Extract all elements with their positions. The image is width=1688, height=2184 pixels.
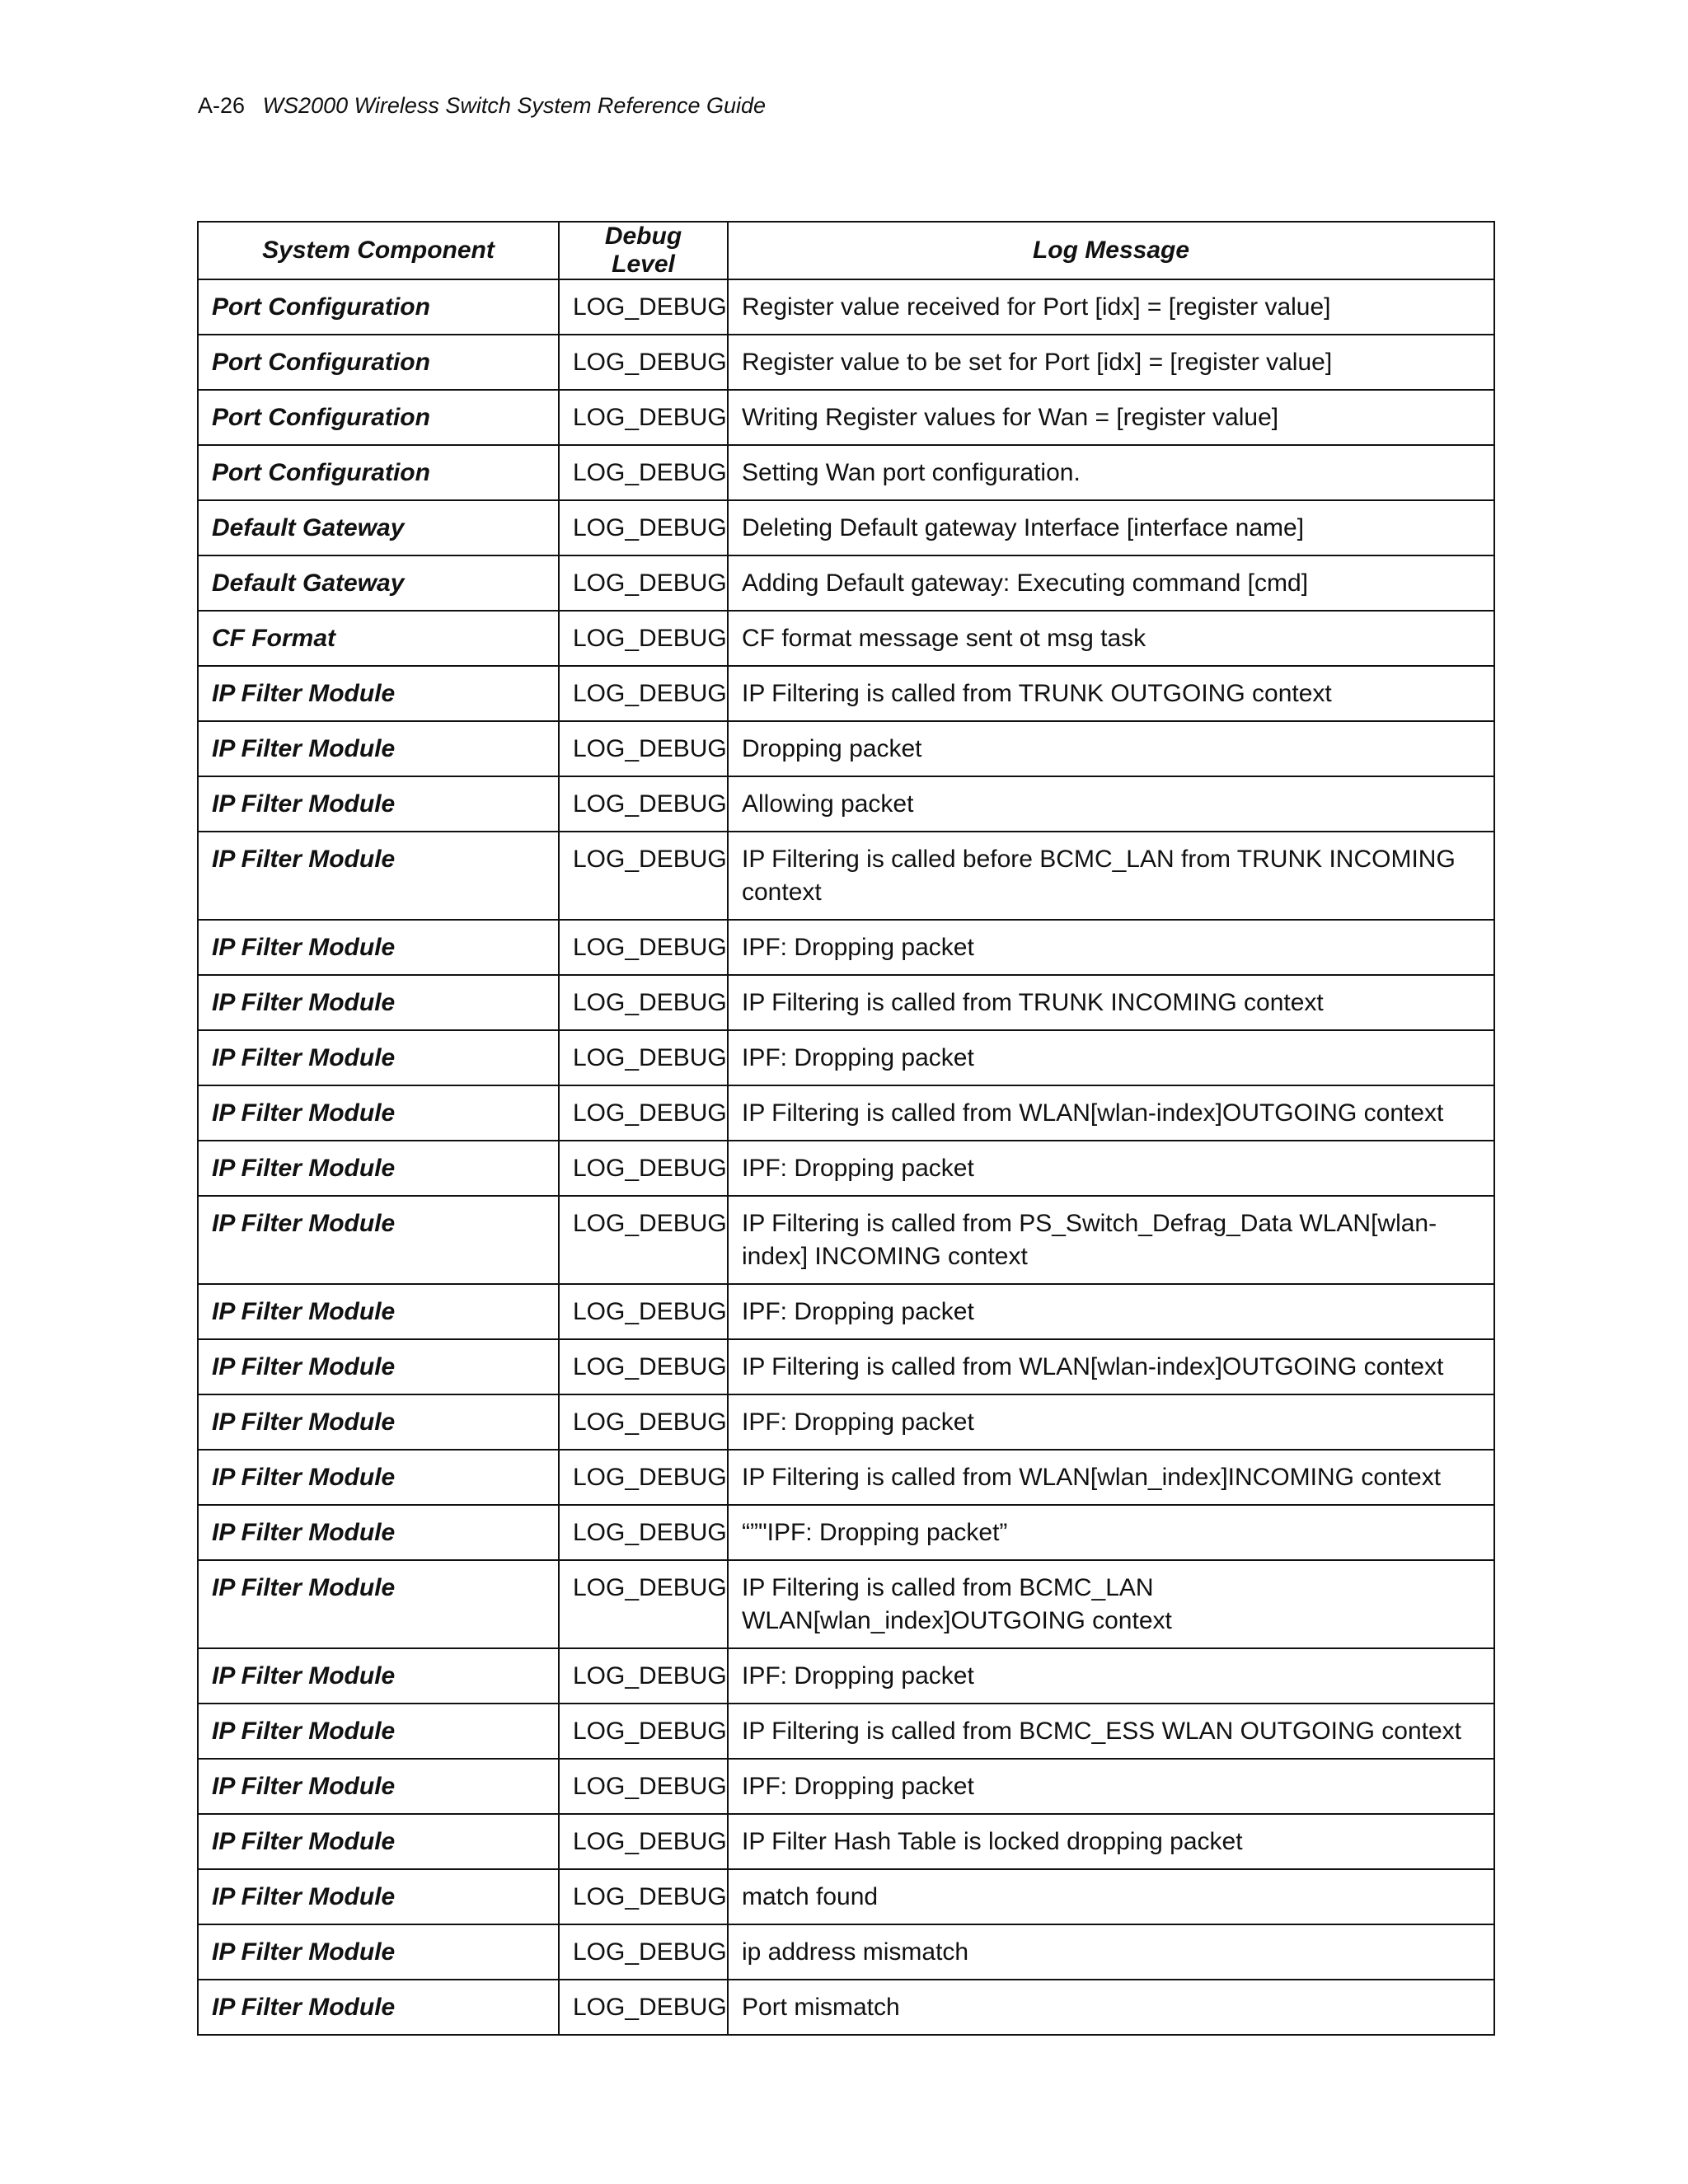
log-message-cell: Register value received for Port [idx] = [register value] bbox=[728, 279, 1494, 335]
system-component-cell: Port Configuration bbox=[198, 445, 559, 500]
table-row bbox=[198, 1450, 1494, 1505]
system-component-cell: IP Filter Module bbox=[198, 1030, 559, 1085]
system-component-cell: IP Filter Module bbox=[198, 1560, 559, 1648]
log-message-table bbox=[197, 221, 1495, 2036]
system-component-cell: IP Filter Module bbox=[198, 1284, 559, 1339]
debug-level-cell: LOG_DEBUG bbox=[559, 1505, 728, 1560]
system-component-cell: IP Filter Module bbox=[198, 1339, 559, 1394]
system-component-cell: IP Filter Module bbox=[198, 776, 559, 832]
table-row bbox=[198, 1030, 1494, 1085]
table-row bbox=[198, 555, 1494, 611]
table-row bbox=[198, 1814, 1494, 1869]
debug-level-cell: LOG_DEBUG bbox=[559, 920, 728, 975]
log-message-cell: “”"IPF: Dropping packet” bbox=[728, 1505, 1494, 1560]
log-message-cell: IPF: Dropping packet bbox=[728, 1648, 1494, 1704]
log-message-cell: CF format message sent ot msg task bbox=[728, 611, 1494, 666]
table-row bbox=[198, 611, 1494, 666]
log-message-cell: IP Filtering is called from BCMC_LAN WLAN[wlan_index]OUTGOING context bbox=[728, 1560, 1494, 1648]
table-body bbox=[198, 279, 1494, 2035]
log-message-cell: IP Filtering is called before BCMC_LAN from TRUNK INCOMING context bbox=[728, 832, 1494, 920]
debug-level-cell: LOG_DEBUG bbox=[559, 445, 728, 500]
system-component-cell: IP Filter Module bbox=[198, 1814, 559, 1869]
log-message-cell: IP Filtering is called from TRUNK INCOMING context bbox=[728, 975, 1494, 1030]
table-row bbox=[198, 1339, 1494, 1394]
log-message-cell: IP Filtering is called from PS_Switch_Defrag_Data WLAN[wlan-index] INCOMING context bbox=[728, 1196, 1494, 1284]
table-row bbox=[198, 776, 1494, 832]
column-header-debug-level: Debug Level bbox=[559, 222, 728, 279]
debug-level-cell: LOG_DEBUG bbox=[559, 555, 728, 611]
log-message-cell: IPF: Dropping packet bbox=[728, 1284, 1494, 1339]
debug-level-cell: LOG_DEBUG bbox=[559, 1980, 728, 2035]
table-row bbox=[198, 390, 1494, 445]
log-message-cell: IP Filtering is called from WLAN[wlan_index]INCOMING context bbox=[728, 1450, 1494, 1505]
log-message-cell: Writing Register values for Wan = [register value] bbox=[728, 390, 1494, 445]
system-component-cell: Port Configuration bbox=[198, 390, 559, 445]
debug-level-cell: LOG_DEBUG bbox=[559, 335, 728, 390]
log-message-cell: IP Filtering is called from TRUNK OUTGOING context bbox=[728, 666, 1494, 721]
debug-level-cell: LOG_DEBUG bbox=[559, 611, 728, 666]
table-row bbox=[198, 279, 1494, 335]
debug-level-cell: LOG_DEBUG bbox=[559, 1759, 728, 1814]
log-message-cell: ip address mismatch bbox=[728, 1924, 1494, 1980]
system-component-cell: IP Filter Module bbox=[198, 1196, 559, 1284]
debug-level-cell: LOG_DEBUG bbox=[559, 1924, 728, 1980]
system-component-cell: Default Gateway bbox=[198, 555, 559, 611]
log-message-cell: Deleting Default gateway Interface [interface name] bbox=[728, 500, 1494, 555]
table-row bbox=[198, 1704, 1494, 1759]
table-row bbox=[198, 1141, 1494, 1196]
debug-level-cell: LOG_DEBUG bbox=[559, 1196, 728, 1284]
debug-level-cell: LOG_DEBUG bbox=[559, 1648, 728, 1704]
system-component-cell: IP Filter Module bbox=[198, 1704, 559, 1759]
debug-level-cell: LOG_DEBUG bbox=[559, 1814, 728, 1869]
debug-level-cell: LOG_DEBUG bbox=[559, 832, 728, 920]
log-message-cell: IPF: Dropping packet bbox=[728, 1141, 1494, 1196]
system-component-cell: Port Configuration bbox=[198, 335, 559, 390]
system-component-cell: IP Filter Module bbox=[198, 920, 559, 975]
table-row bbox=[198, 1924, 1494, 1980]
system-component-cell: IP Filter Module bbox=[198, 1648, 559, 1704]
system-component-cell: IP Filter Module bbox=[198, 1924, 559, 1980]
table-header-row bbox=[198, 222, 1494, 279]
debug-level-cell: LOG_DEBUG bbox=[559, 776, 728, 832]
log-message-cell: match found bbox=[728, 1869, 1494, 1924]
debug-level-cell: LOG_DEBUG bbox=[559, 1085, 728, 1141]
table-row bbox=[198, 666, 1494, 721]
column-header-log-message: Log Message bbox=[728, 222, 1494, 279]
system-component-cell: IP Filter Module bbox=[198, 1505, 559, 1560]
debug-level-cell: LOG_DEBUG bbox=[559, 1394, 728, 1450]
log-message-cell: IPF: Dropping packet bbox=[728, 1759, 1494, 1814]
table-row bbox=[198, 1284, 1494, 1339]
log-message-cell: Adding Default gateway: Executing command [cmd] bbox=[728, 555, 1494, 611]
table-row bbox=[198, 832, 1494, 920]
system-component-cell: IP Filter Module bbox=[198, 1980, 559, 2035]
table-row bbox=[198, 975, 1494, 1030]
debug-level-cell: LOG_DEBUG bbox=[559, 279, 728, 335]
log-message-cell: Allowing packet bbox=[728, 776, 1494, 832]
system-component-cell: IP Filter Module bbox=[198, 666, 559, 721]
debug-level-cell: LOG_DEBUG bbox=[559, 721, 728, 776]
page-number: A-26 bbox=[198, 93, 246, 118]
log-message-cell: IP Filtering is called from WLAN[wlan-index]OUTGOING context bbox=[728, 1339, 1494, 1394]
debug-level-cell: LOG_DEBUG bbox=[559, 666, 728, 721]
table-row bbox=[198, 1869, 1494, 1924]
log-message-cell: Port mismatch bbox=[728, 1980, 1494, 2035]
log-message-cell: IP Filtering is called from WLAN[wlan-index]OUTGOING context bbox=[728, 1085, 1494, 1141]
log-message-cell: IPF: Dropping packet bbox=[728, 920, 1494, 975]
table-row bbox=[198, 445, 1494, 500]
table-row bbox=[198, 1196, 1494, 1284]
system-component-cell: IP Filter Module bbox=[198, 975, 559, 1030]
table-row bbox=[198, 1560, 1494, 1648]
system-component-cell: IP Filter Module bbox=[198, 1141, 559, 1196]
debug-level-cell: LOG_DEBUG bbox=[559, 500, 728, 555]
debug-level-cell: LOG_DEBUG bbox=[559, 1339, 728, 1394]
system-component-cell: IP Filter Module bbox=[198, 1085, 559, 1141]
table-row bbox=[198, 500, 1494, 555]
log-message-cell: Register value to be set for Port [idx] = [register value] bbox=[728, 335, 1494, 390]
table-row bbox=[198, 1759, 1494, 1814]
debug-level-cell: LOG_DEBUG bbox=[559, 1450, 728, 1505]
system-component-cell: CF Format bbox=[198, 611, 559, 666]
debug-level-cell: LOG_DEBUG bbox=[559, 1560, 728, 1648]
system-component-cell: Default Gateway bbox=[198, 500, 559, 555]
debug-level-cell: LOG_DEBUG bbox=[559, 1030, 728, 1085]
page-header bbox=[198, 89, 766, 122]
debug-level-cell: LOG_DEBUG bbox=[559, 1869, 728, 1924]
table-row bbox=[198, 920, 1494, 975]
system-component-cell: Port Configuration bbox=[198, 279, 559, 335]
system-component-cell: IP Filter Module bbox=[198, 1759, 559, 1814]
log-message-cell: IPF: Dropping packet bbox=[728, 1030, 1494, 1085]
debug-level-cell: LOG_DEBUG bbox=[559, 975, 728, 1030]
log-message-cell: IP Filtering is called from BCMC_ESS WLAN OUTGOING context bbox=[728, 1704, 1494, 1759]
column-header-system-component: System Component bbox=[198, 222, 559, 279]
log-message-cell: IPF: Dropping packet bbox=[728, 1394, 1494, 1450]
system-component-cell: IP Filter Module bbox=[198, 1450, 559, 1505]
system-component-cell: IP Filter Module bbox=[198, 832, 559, 920]
log-message-cell: IP Filter Hash Table is locked dropping packet bbox=[728, 1814, 1494, 1869]
debug-level-cell: LOG_DEBUG bbox=[559, 1704, 728, 1759]
table-row bbox=[198, 1505, 1494, 1560]
table-row bbox=[198, 1980, 1494, 2035]
debug-level-cell: LOG_DEBUG bbox=[559, 1284, 728, 1339]
debug-level-cell: LOG_DEBUG bbox=[559, 390, 728, 445]
log-message-cell: Setting Wan port configuration. bbox=[728, 445, 1494, 500]
table-row bbox=[198, 1394, 1494, 1450]
system-component-cell: IP Filter Module bbox=[198, 1394, 559, 1450]
system-component-cell: IP Filter Module bbox=[198, 721, 559, 776]
table-row bbox=[198, 721, 1494, 776]
debug-level-cell: LOG_DEBUG bbox=[559, 1141, 728, 1196]
system-component-cell: IP Filter Module bbox=[198, 1869, 559, 1924]
log-message-cell: Dropping packet bbox=[728, 721, 1494, 776]
table-row bbox=[198, 335, 1494, 390]
book-title: WS2000 Wireless Switch System Reference Guide bbox=[262, 93, 767, 118]
table-row bbox=[198, 1085, 1494, 1141]
table-row bbox=[198, 1648, 1494, 1704]
